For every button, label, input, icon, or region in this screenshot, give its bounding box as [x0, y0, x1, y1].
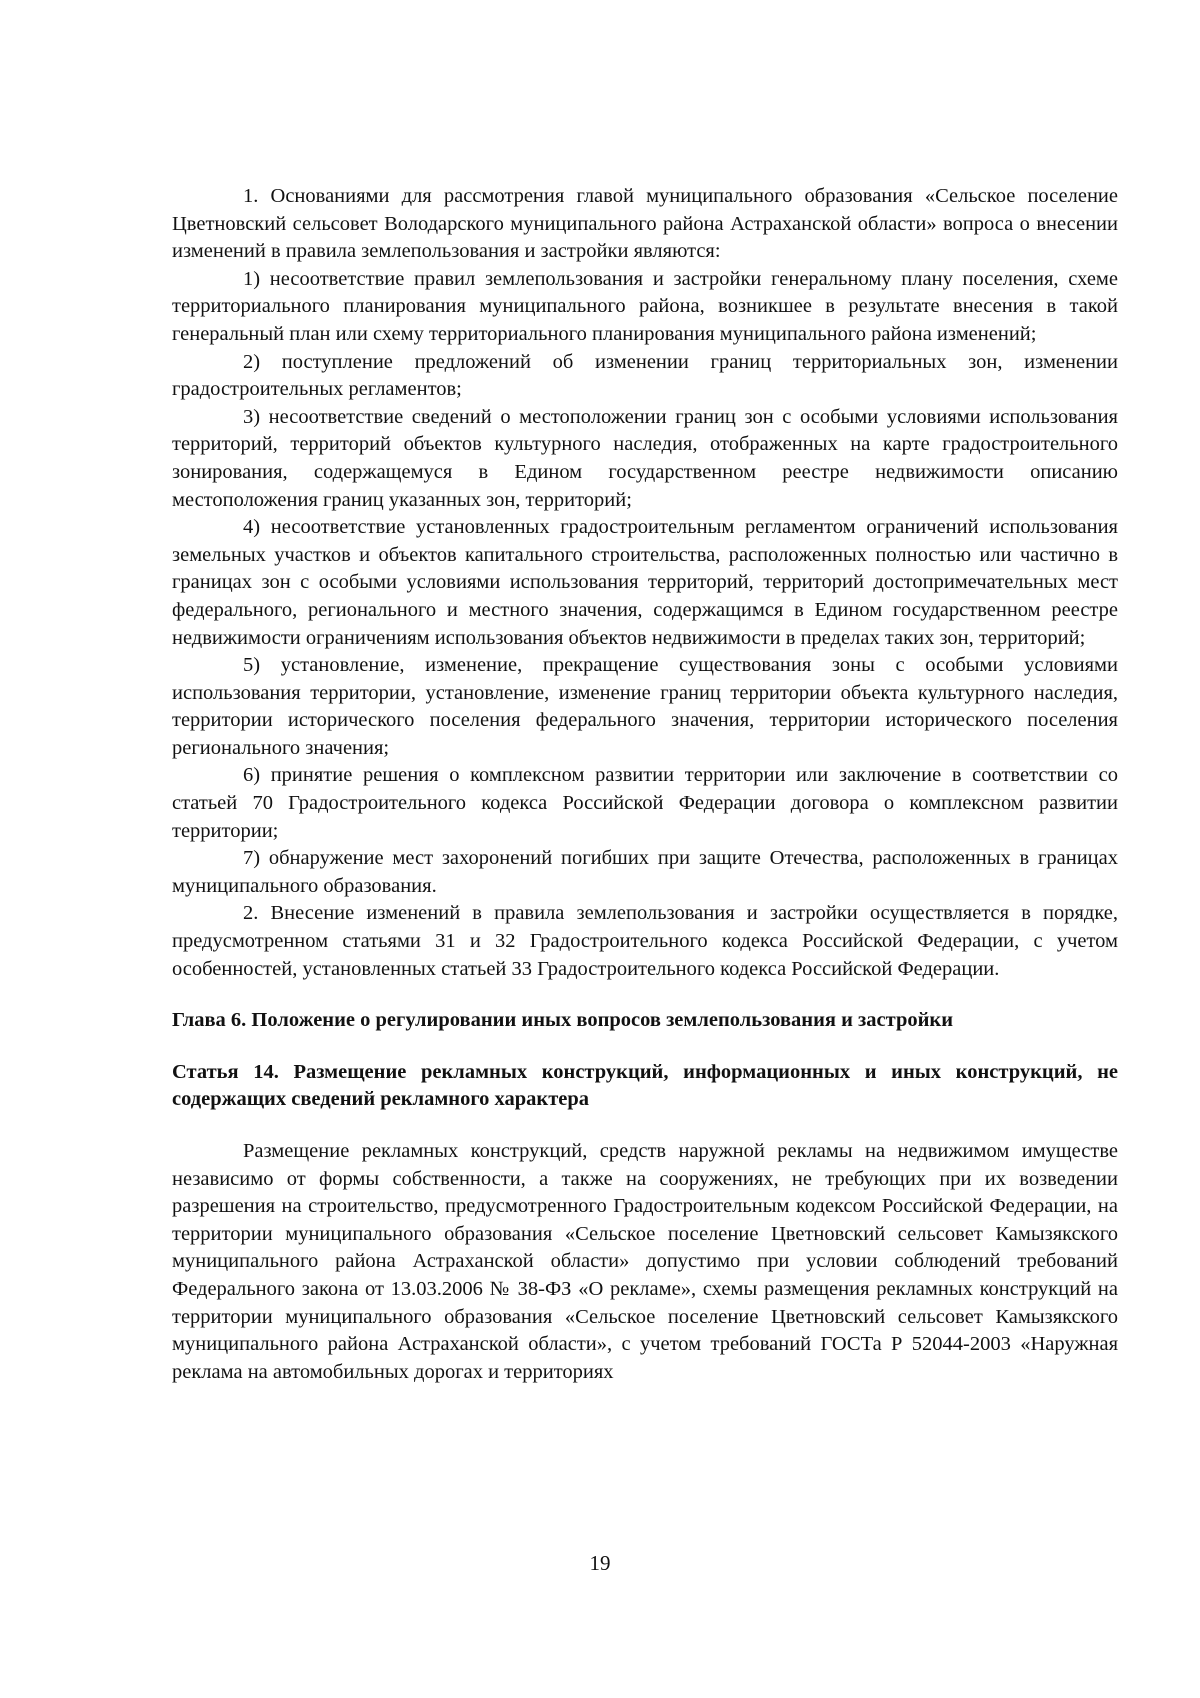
clause-1-item-5: 5) установление, изменение, прекращение существования зоны с особыми условиями использования территории, установление, изменение границ территории объекта культурного наследия, территории исторического поселения федерального значения, территории исторического поселения регионального значения; [172, 654, 1118, 759]
page-content [172, 183, 1118, 1386]
clause-1-item-7: 7) обнаружение мест захоронений погибших при защите Отечества, расположенных в границах муниципального образования. [172, 847, 1118, 897]
clause-1-item-4: 4) несоответствие установленных градостроительным регламентом ограничений использования земельных участков и объектов капитального строительства, расположенных полностью или частично в границах зон с особыми условиями использования территорий, территорий достопримечательных мест федерального, регионального и местного значения, содержащимся в Едином государственном реестре недвижимости ограничениям использования объектов недвижимости в пределах таких зон, территорий; [172, 516, 1118, 649]
clause-1-intro: 1. Основаниями для рассмотрения главой муниципального образования «Сельское поселение Цветновский сельсовет Володарского муниципального района Астраханской области» вопроса о внесении изменений в правила землепользования и застройки являются: [172, 185, 1118, 263]
clause-1-item-1: 1) несоответствие правил землепользования и застройки генеральному плану поселения, схеме территориального планирования муниципального района, возникшее в результате внесения в такой генеральный план или схему территориального планирования муниципального района изменений; [172, 267, 1118, 345]
page-number: 19 [589, 1551, 611, 1575]
clause-1-item-3: 3) несоответствие сведений о местоположении границ зон с особыми условиями использования территорий, территорий объектов культурного наследия, отображенных на карте градостроительного зонирования, содержащемуся в Едином государственном реестре недвижимости описанию местоположения границ указанных зон, территорий; [172, 405, 1118, 511]
clause-1-item-6: 6) принятие решения о комплексном развитии территории или заключение в соответствии со статьей 70 Градостроительного кодекса Российской Федерации договора о комплексном развитии территории; [172, 764, 1118, 842]
clause-2: 2. Внесение изменений в правила землепользования и застройки осуществляется в порядке, предусмотренном статьями 31 и 32 Градостроительного кодекса Российской Федерации, с учетом особенностей, установленных статьей 33 Градостроительного кодекса Российской Федерации. [172, 902, 1118, 980]
article-body: Размещение рекламных конструкций, средств наружной рекламы на недвижимом имуществе независимо от формы собственности, а также на сооружениях, не требующих при их возведении разрешения на строительство, предусмотренного Градостроительным кодексом Российской Федерации, на территории муниципального образования «Сельское поселение Цветновский сельсовет Камызякского муниципального района Астраханской области» допустимо при условии соблюдений требований Федерального закона от 13.03.2006 № 38-ФЗ «О рекламе», схемы размещения рекламных конструкций на территории муниципального образования «Сельское поселение Цветновский сельсовет Камызякского муниципального района Астраханской области», с учетом требований ГОСТа Р 52044-2003 «Наружная реклама на автомобильных дорогах и территориях [172, 1140, 1118, 1383]
chapter-heading: Глава 6. Положение о регулировании иных вопросов землепользования и застройки [172, 1009, 954, 1032]
article-heading: Статья 14. Размещение рекламных конструкций, информационных и иных конструкций, не содержащих сведений рекламного характера [172, 1060, 1118, 1111]
clause-1-item-2: 2) поступление предложений об изменении границ территориальных зон, изменении градостроительных регламентов; [172, 350, 1118, 401]
